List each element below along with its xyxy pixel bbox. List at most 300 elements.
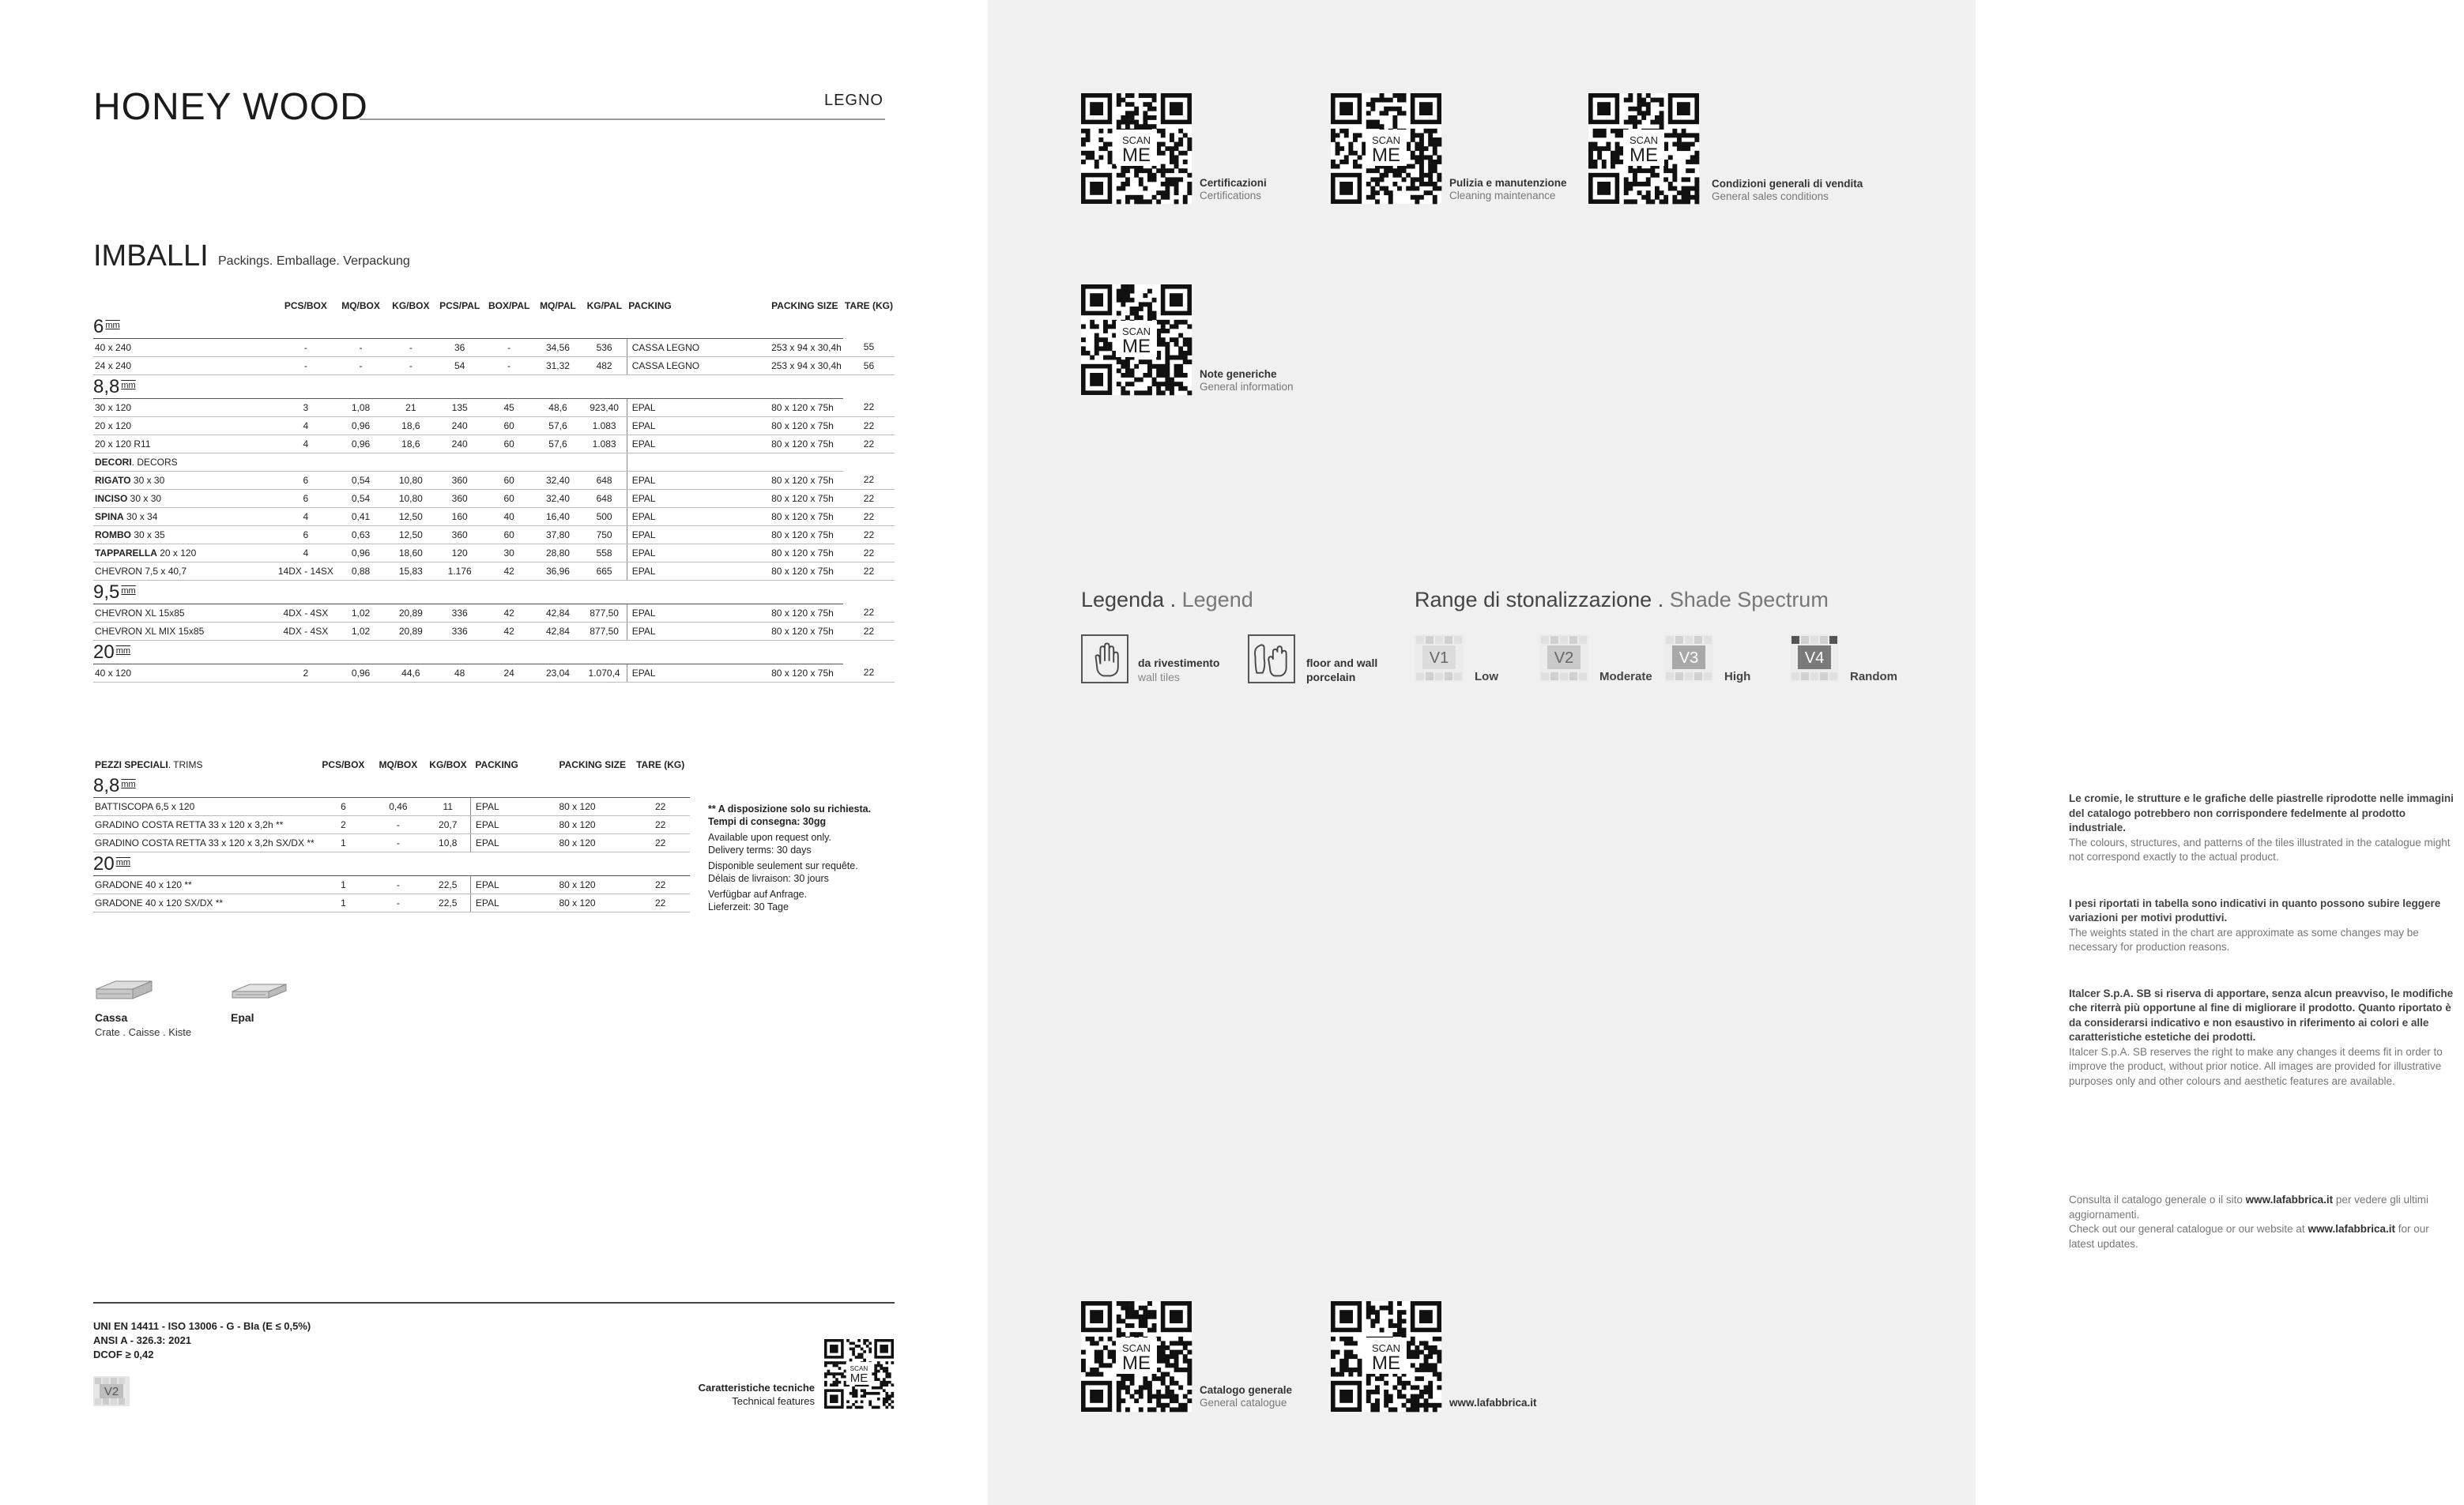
qr-module [1178,1407,1183,1412]
qr-module [1121,1381,1125,1386]
qr-module [1419,182,1424,186]
cell-pcs-box: 6 [277,525,335,544]
qr-module [1139,1332,1143,1337]
row-name [93,525,277,544]
qr-module [1125,177,1130,182]
qr-module [1117,368,1121,373]
qr-module [1402,1319,1407,1323]
qr-module [1397,1310,1402,1315]
qr-module [1611,164,1615,169]
qr-module [1419,1376,1424,1381]
qr-module [1156,364,1161,369]
qr-module [1117,289,1121,294]
thickness-group-row [93,852,690,875]
shade-tile [1694,672,1702,680]
qr-module [1152,364,1157,369]
qr-module [1139,1306,1143,1311]
floor-en: porcelain [1306,671,1356,683]
qr-caption-website[interactable] [1449,1397,1537,1409]
qr-module [1655,173,1660,178]
qr-module [1143,373,1147,378]
qr-module [1081,137,1086,142]
cell-pcs-box: - [277,338,335,356]
qr-module [1178,333,1183,338]
qr-module [1433,146,1437,151]
qr-module [1086,351,1091,356]
qr-module [1588,146,1593,151]
qr-module [1081,1363,1086,1368]
qr-module [1690,186,1695,191]
qr-module [1344,160,1349,164]
qr-module [1388,1323,1393,1328]
qr-module [852,1353,855,1356]
qr-module [1130,1315,1135,1319]
qr-module [1174,142,1179,147]
thickness-group-row [93,314,895,338]
qr-finder-core [1090,1390,1103,1403]
cell-tare: 56 [843,356,895,374]
shade-tile [1426,672,1434,680]
qr-module [827,1361,831,1364]
row-name-text: 30 x 30 [130,474,165,486]
qr-module [1178,1350,1183,1355]
qr-module [1593,133,1598,137]
qr-code-general-notes-icon[interactable] [1081,284,1192,395]
qr-module [1117,102,1121,107]
qr-module [1392,1407,1397,1412]
qr-module [863,1350,866,1353]
qr-module [1646,199,1651,204]
qr-module [1406,1381,1411,1386]
qr-module [872,1386,875,1390]
consult-it-link[interactable]: www.lafabbrica.it [2245,1194,2334,1206]
qr-module [1143,186,1147,191]
qr-module [1668,186,1673,191]
cell-kg-box: 10,8 [426,833,471,852]
note-de-1: Verfügbar auf Anfrage. [708,889,808,900]
cell-pcs-pal: 48 [435,664,484,682]
qr-scan-text: SCAN [1371,134,1401,146]
cell-mq-box: - [335,356,386,374]
qr-module [1370,1306,1375,1311]
qr-module [1103,329,1108,333]
qr-module [1366,1315,1371,1319]
qr-module [1419,142,1424,147]
shade-tile [1666,672,1674,680]
qr-module [1161,1394,1166,1399]
qr-module [1117,98,1121,103]
qr-code-cleaning-icon[interactable] [1331,93,1441,204]
qr-module [1672,129,1677,134]
decor-header [93,453,627,471]
disclaimer-changes [2069,987,2464,1089]
qr-module [1147,1310,1152,1315]
qr-module [1121,115,1125,120]
qr-module [1117,382,1121,386]
qr-module [877,1386,880,1390]
qr-code-sales-conditions-icon[interactable] [1588,93,1699,204]
qr-module [1663,142,1668,147]
qr-module [1152,1323,1157,1328]
qr-module [1156,390,1161,395]
crate-sublabel: Crate . Caisse . Kiste [95,1026,192,1038]
qr-scan-text: SCAN [1371,1342,1401,1354]
qr-module [1660,102,1664,107]
qr-module [1672,142,1677,147]
qr-finder-core [1090,102,1103,115]
column-header: PACKING SIZE [771,300,838,311]
qr-module [852,1392,855,1395]
qr-module [1183,356,1188,360]
qr-module [1143,115,1147,120]
qr-module [857,1339,861,1342]
qr-module [1174,368,1179,373]
cell-packing: EPAL [627,416,770,435]
qr-module [1187,1390,1192,1394]
qr-module [1156,1376,1161,1381]
qr-module [1165,346,1170,351]
qr-module [1121,390,1125,395]
qr-module [1677,146,1682,151]
qr-module [1098,129,1103,134]
qr-module [1615,133,1620,137]
decor-header-rest: . DECORS [131,456,178,468]
qr-module [1103,337,1108,342]
qr-module [1424,190,1429,195]
qr-module [1433,199,1437,204]
qr-module [1130,307,1135,311]
shade-tile [1445,636,1452,644]
qr-module [857,1405,861,1409]
qr-module [1380,1328,1385,1333]
column-header: TARE (KG) [636,759,685,770]
qr-module [1161,373,1166,378]
qr-module [1147,373,1152,378]
qr-module [841,1361,844,1364]
shade-tile [1685,636,1693,644]
qr-module [885,1400,888,1403]
qr-module [833,1364,836,1368]
qr-module [1437,1354,1441,1359]
qr-module [1090,1337,1094,1341]
cell-packing-size: 80 x 120 [558,797,631,815]
cell-kg-box: 20,89 [386,622,435,640]
thickness-unit: mm [115,857,131,867]
shade-code: V3 [1678,649,1699,667]
qr-module [1121,364,1125,369]
column-header: PCS/BOX [322,759,365,770]
qr-module [1117,1385,1121,1390]
clean-en: Cleaning maintenance [1449,190,1556,201]
qr-module [1628,93,1633,98]
qr-module [1156,1403,1161,1408]
qr-module [1165,1359,1170,1364]
cell-tare: 22 [843,544,895,562]
row-name-text: 40 x 240 [95,341,132,353]
qr-module [1161,195,1166,200]
qr-module [1139,1319,1143,1323]
qr-module [1348,1341,1353,1345]
cell-pcs-pal: 360 [435,525,484,544]
trims-table-header [93,756,690,773]
qr-module [1694,155,1699,160]
qr-module [1187,1359,1192,1364]
qr-module [861,1389,864,1392]
cell-mq-pal: 28,80 [534,544,582,562]
qr-module [1178,177,1183,182]
qr-module [824,1375,827,1379]
qr-me-text: ME [850,1371,868,1386]
qr-module [1358,1363,1362,1368]
qr-module [1098,337,1103,342]
qr-module [1147,1398,1152,1403]
qr-module [1090,1368,1094,1372]
qr-module [1602,164,1607,169]
qr-module [1419,164,1424,169]
qr-module [1597,151,1602,156]
table-row [93,664,895,682]
qr-module [1690,160,1695,164]
qr-module [861,1394,864,1398]
qr-module [1415,160,1419,164]
qr-module [1348,142,1353,147]
qr-module [1428,1363,1433,1368]
qr-module [1125,382,1130,386]
qr-module [1130,93,1135,98]
cat-en: General catalogue [1200,1397,1287,1409]
cell-mq-box: - [371,894,425,912]
qr-module [1125,182,1130,186]
qr-module [1161,164,1166,169]
qr-module [1606,146,1611,151]
qr-module [1411,1407,1415,1412]
qr-module [1419,160,1424,164]
qr-module [1174,1381,1179,1386]
qr-module [1397,107,1402,111]
qr-module [1358,1359,1362,1364]
qr-finder-core [830,1345,838,1353]
shade-label: Low [1475,670,1498,683]
qr-module [1165,1345,1170,1350]
qr-module [1170,1394,1174,1399]
qr-module [1152,1310,1157,1315]
qr-module [1370,98,1375,103]
thickness-value: 9,5 [93,581,120,603]
qr-module [1156,1398,1161,1403]
qr-module [1366,1381,1371,1386]
shade-tile [1820,672,1828,680]
qr-module [1170,337,1174,342]
qr-module [1143,1306,1147,1311]
qr-module [1411,133,1415,137]
qr-module [1130,311,1135,316]
qr-module [885,1405,888,1409]
cell-mq-box: - [335,338,386,356]
qr-scan-text: SCAN [1121,134,1151,146]
cell-mq-box: - [371,815,425,833]
qr-module [1183,1403,1188,1408]
shade-tile [1454,672,1462,680]
qr-module [1134,1310,1139,1315]
qr-code-certifications-icon[interactable] [1081,93,1192,204]
qr-module [1152,311,1157,316]
qr-module [1663,199,1668,204]
qr-module [1424,1345,1429,1350]
qr-module [1380,124,1385,129]
qr-module [835,1381,838,1384]
decor-header-row [93,453,895,471]
table-row [93,622,895,640]
consult-it-a: Consulta il catalogo generale o il sito [2069,1194,2246,1206]
cell-kg-box: 18,6 [386,435,435,453]
qr-module [830,1372,833,1375]
shade-tile [1829,672,1837,680]
qr-module [1437,1350,1441,1355]
qr-module [1147,199,1152,204]
qr-module [1344,155,1349,160]
crate-icon [93,978,155,1003]
qr-module [1358,133,1362,137]
qr-module [1174,1398,1179,1403]
qr-code-general-catalogue-icon[interactable] [1081,1301,1192,1412]
qr-module [1419,1394,1424,1399]
qr-module [1134,1332,1139,1337]
column-header: MQ/PAL [540,300,576,311]
cell-box-pal: 30 [484,544,534,562]
qr-module [1187,1372,1192,1377]
cell-kg-box: 15,83 [386,562,435,580]
qr-module [1081,324,1086,329]
qr-module [1424,1385,1429,1390]
shade-v3-icon [1664,634,1713,682]
qr-module [1174,1350,1179,1355]
qr-module [1117,1315,1121,1319]
cell-pcs-pal: 120 [435,544,484,562]
qr-module [1156,373,1161,378]
qr-module [1152,1315,1157,1319]
cell-tare: 22 [843,398,895,416]
trims-header-rest: . TRIMS [168,759,203,770]
cell-box-pal: 45 [484,398,534,416]
qr-module [1402,1332,1407,1337]
qr-module [1178,351,1183,356]
qr-module [1121,186,1125,191]
qr-module [1663,177,1668,182]
qr-module [1392,120,1397,125]
qr-module [1086,137,1091,142]
qr-module [1094,1341,1099,1345]
qr-module [827,1372,831,1375]
qr-code-technical-features-icon[interactable] [824,1339,894,1409]
qr-module [1344,1359,1349,1364]
qr-module [1125,1323,1130,1328]
thickness-value: 20 [93,852,115,875]
cell-box-pal: 42 [484,604,534,622]
qr-module [1433,151,1437,156]
qr-module [1370,1319,1375,1323]
cell-packing-size: 80 x 120 [558,815,631,833]
qr-module [1686,146,1690,151]
qr-module [1174,1394,1179,1399]
disclaimer-colours [2069,792,2464,865]
qr-finder-core [1090,373,1103,386]
tech-label-en: Technical features [732,1395,815,1407]
qr-module [1682,146,1686,151]
qr-module [1156,1350,1161,1355]
qr-module [1628,98,1633,103]
qr-module [1336,151,1340,156]
qr-module [1147,307,1152,311]
qr-module [1147,364,1152,369]
qr-module [1415,1368,1419,1372]
qr-module [1094,1354,1099,1359]
cell-packing: EPAL [627,664,770,682]
thickness-unit: mm [105,320,120,330]
qr-module [1411,1394,1415,1399]
qr-module [883,1400,886,1403]
legend-title-it: Legenda . [1081,588,1182,611]
qr-module [1380,111,1385,115]
qr-code-website-icon[interactable] [1331,1301,1441,1412]
qr-finder-core [1339,182,1353,195]
cell-packing: EPAL [627,525,770,544]
qr-module [1424,155,1429,160]
consult-en-link[interactable]: www.lafabbrica.it [2308,1223,2395,1235]
qr-module [1353,160,1358,164]
qr-module [1178,151,1183,156]
decor-header-spacer [627,453,843,471]
qr-module [883,1370,886,1373]
qr-module [1415,155,1419,160]
cell-pcs-pal: 336 [435,622,484,640]
qr-module [1178,382,1183,386]
cell-pcs-pal: 160 [435,507,484,525]
qr-module [1165,186,1170,191]
qr-module [1134,315,1139,320]
qr-module [1165,359,1170,364]
qr-module [857,1356,861,1359]
qr-module [1428,190,1433,195]
shade-tile [1435,636,1443,644]
qr-module [1406,164,1411,169]
technical-specs [93,1319,311,1362]
qr-module [1161,1381,1166,1386]
qr-module [1419,168,1424,173]
qr-module [1165,320,1170,325]
thickness-unit: mm [121,779,136,789]
trims-availability-note [708,803,898,916]
cell-pcs-pal: 54 [435,356,484,374]
qr-module [1646,190,1651,195]
qr-module [1139,302,1143,307]
qr-module [874,1372,877,1375]
qr-module [874,1386,877,1390]
site-link[interactable]: www.lafabbrica.it [1449,1397,1537,1409]
cell-mq-pal: 48,6 [534,398,582,416]
qr-module [1611,151,1615,156]
qr-module [1147,359,1152,364]
qr-module [1388,1301,1393,1306]
row-name-text: 30 x 30 [127,492,162,504]
qr-module [1428,160,1433,164]
qr-module [1428,1345,1433,1350]
qr-module [1424,1407,1429,1412]
qr-module [1165,1372,1170,1377]
qr-module [1428,1368,1433,1372]
qr-module [1130,1376,1135,1381]
cell-kg-box: 44,6 [386,664,435,682]
cell-pcs-pal: 240 [435,416,484,435]
